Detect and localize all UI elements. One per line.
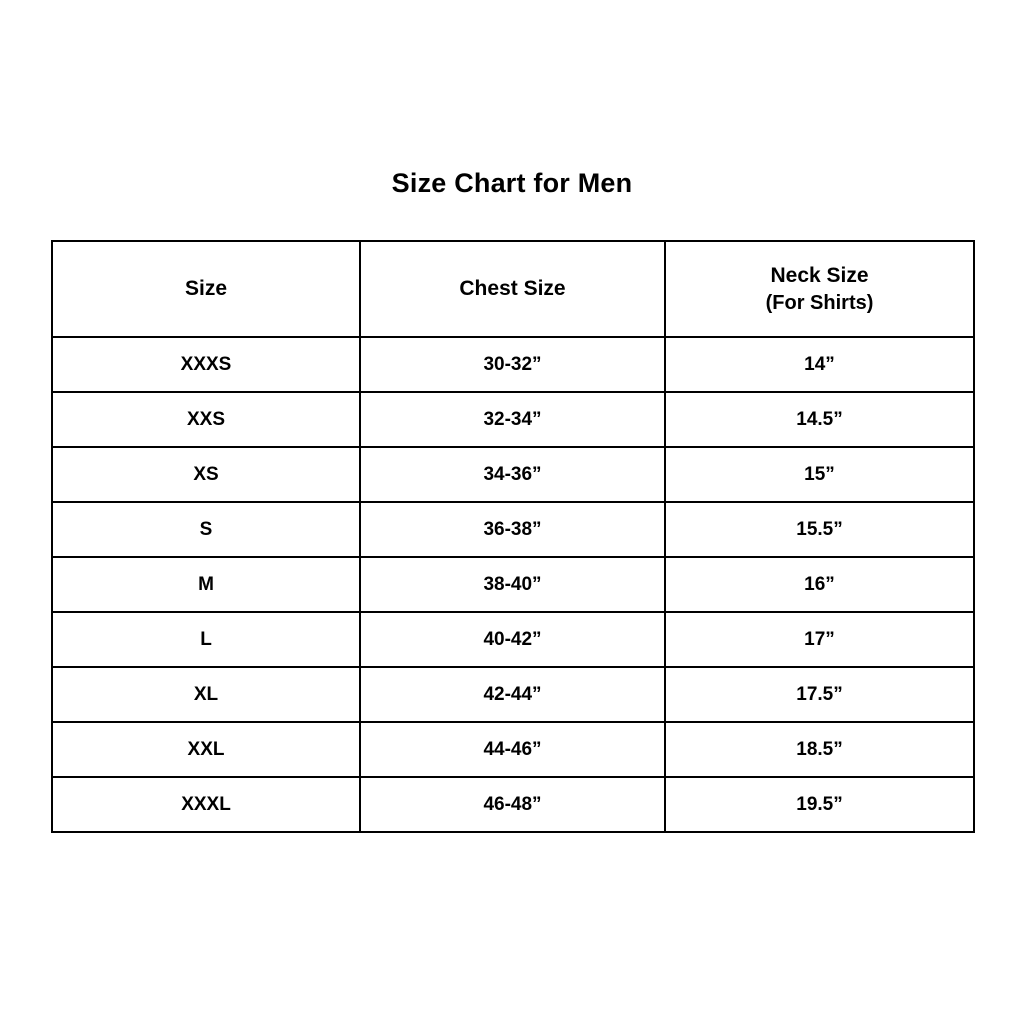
page-title: Size Chart for Men (391, 168, 633, 198)
cell-neck: 17” (665, 612, 974, 667)
cell-chest: 36-38” (360, 502, 665, 557)
cell-chest: 46-48” (360, 777, 665, 832)
cell-neck: 16” (665, 557, 974, 612)
cell-chest: 38-40” (360, 557, 665, 612)
column-header-neck-size (665, 241, 974, 337)
table-header-row (52, 241, 974, 337)
table-row (52, 337, 974, 392)
cell-size: S (52, 502, 360, 557)
table-row (52, 612, 974, 667)
column-header-neck-size-label: Neck Size (770, 263, 869, 287)
table-row (52, 722, 974, 777)
cell-size: XXS (52, 392, 360, 447)
table-row (52, 557, 974, 612)
cell-chest: 34-36” (360, 447, 665, 502)
size-chart-table-container (51, 240, 973, 833)
cell-chest: 32-34” (360, 392, 665, 447)
table-header (52, 241, 974, 337)
table-row (52, 447, 974, 502)
cell-neck: 17.5” (665, 667, 974, 722)
table-row (52, 392, 974, 447)
cell-size: XL (52, 667, 360, 722)
cell-chest: 44-46” (360, 722, 665, 777)
column-header-chest-size-label: Chest Size (459, 277, 566, 301)
cell-neck: 18.5” (665, 722, 974, 777)
cell-size: XXXS (52, 337, 360, 392)
cell-neck: 15” (665, 447, 974, 502)
cell-size: L (52, 612, 360, 667)
cell-neck: 14” (665, 337, 974, 392)
cell-chest: 30-32” (360, 337, 665, 392)
column-header-neck-size-sublabel: (For Shirts) (765, 291, 874, 314)
column-header-size (52, 241, 360, 337)
column-header-chest-size (360, 241, 665, 337)
cell-neck: 14.5” (665, 392, 974, 447)
table-row (52, 667, 974, 722)
cell-size: M (52, 557, 360, 612)
cell-size: XXL (52, 722, 360, 777)
cell-chest: 40-42” (360, 612, 665, 667)
cell-size: XXXL (52, 777, 360, 832)
table-body (52, 337, 974, 832)
table-row (52, 502, 974, 557)
cell-size: XS (52, 447, 360, 502)
cell-neck: 19.5” (665, 777, 974, 832)
cell-neck: 15.5” (665, 502, 974, 557)
table-row (52, 777, 974, 832)
column-header-size-label: Size (184, 277, 228, 301)
cell-chest: 42-44” (360, 667, 665, 722)
size-chart-table (51, 240, 975, 833)
